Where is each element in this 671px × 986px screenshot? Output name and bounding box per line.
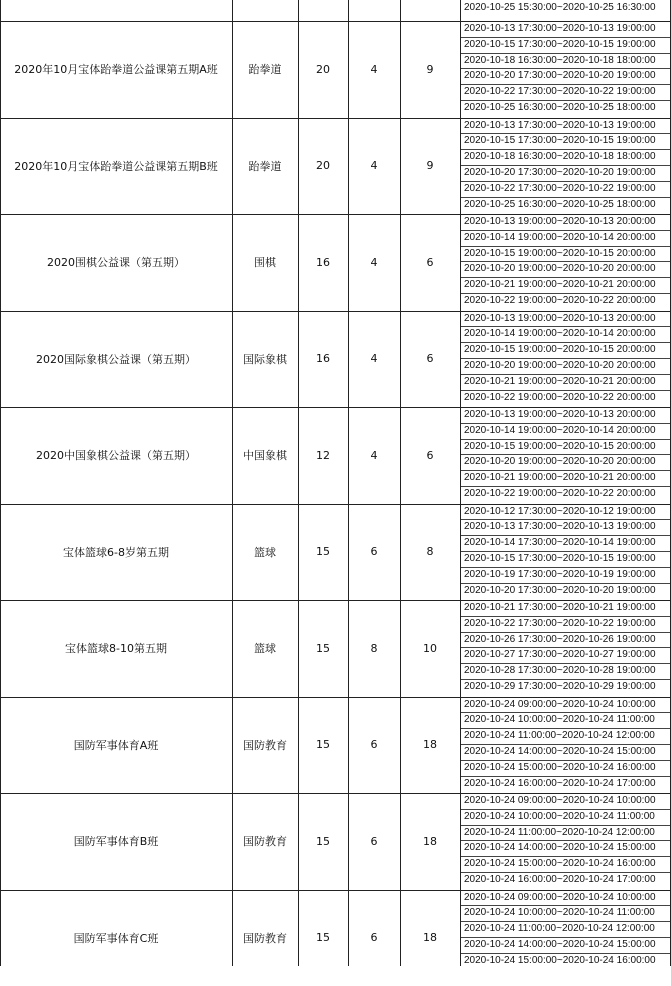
session-count: 18 [400, 793, 460, 890]
time-divider [460, 37, 671, 38]
time-slot: 2020-10-13 17:30:00~2020-10-13 19:00:00 [460, 519, 671, 534]
table-row [0, 697, 671, 794]
time-slot: 2020-10-20 19:00:00~2020-10-20 20:00:00 [460, 454, 671, 469]
time-divider [460, 872, 671, 873]
time-slot: 2020-10-21 17:30:00~2020-10-21 19:00:00 [460, 600, 671, 615]
table-row [0, 407, 671, 504]
time-slot: 2020-10-22 19:00:00~2020-10-22 20:00:00 [460, 486, 671, 501]
time-slot-list [460, 214, 671, 311]
time-divider [460, 133, 671, 134]
time-divider [460, 342, 671, 343]
time-slot: 2020-10-12 17:30:00~2020-10-12 19:00:00 [460, 504, 671, 519]
time-slot: 2020-10-20 17:30:00~2020-10-20 19:00:00 [460, 68, 671, 83]
time-divider [460, 277, 671, 278]
time-slot: 2020-10-21 19:00:00~2020-10-21 20:00:00 [460, 470, 671, 485]
capacity-value: 15 [298, 697, 348, 794]
time-slot-list [460, 600, 671, 697]
table-row [0, 890, 671, 986]
capacity-value: 20 [298, 118, 348, 215]
course-type: 跆拳道 [232, 118, 298, 215]
column-divider [0, 0, 1, 966]
time-slot: 2020-10-24 10:00:00~2020-10-24 11:00:00 [460, 809, 671, 824]
column-divider [348, 0, 349, 966]
time-divider [460, 647, 671, 648]
course-name: 宝体篮球6-8岁第五期 [0, 504, 232, 601]
time-divider [460, 390, 671, 391]
time-divider [460, 181, 671, 182]
table-row [0, 118, 671, 215]
course-type: 围棋 [232, 214, 298, 311]
time-slot: 2020-10-24 15:00:00~2020-10-24 16:00:00 [460, 856, 671, 871]
count-value: 4 [348, 118, 400, 215]
time-divider [460, 921, 671, 922]
capacity-value: 15 [298, 504, 348, 601]
time-divider [460, 230, 671, 231]
count-value: 4 [348, 214, 400, 311]
time-slot: 2020-10-22 17:30:00~2020-10-22 19:00:00 [460, 84, 671, 99]
time-slot: 2020-10-22 17:30:00~2020-10-22 19:00:00 [460, 616, 671, 631]
time-divider [460, 809, 671, 810]
course-type: 篮球 [232, 504, 298, 601]
row-divider [0, 118, 671, 119]
column-divider [232, 0, 233, 966]
time-slot: 2020-10-24 09:00:00~2020-10-24 10:00:00 [460, 697, 671, 712]
time-slot: 2020-10-24 09:00:00~2020-10-24 10:00:00 [460, 890, 671, 905]
time-divider [460, 583, 671, 584]
time-slot: 2020-10-24 16:00:00~2020-10-24 17:00:00 [460, 776, 671, 791]
course-type: 中国象棋 [232, 407, 298, 504]
column-divider [400, 0, 401, 966]
time-divider [460, 712, 671, 713]
table-row [0, 21, 671, 118]
time-slot: 2020-10-13 19:00:00~2020-10-13 20:00:00 [460, 407, 671, 422]
time-slot: 2020-10-22 19:00:00~2020-10-22 20:00:00 [460, 293, 671, 308]
row-divider [0, 697, 671, 698]
time-divider [460, 551, 671, 552]
time-divider [460, 293, 671, 294]
capacity-value: 20 [298, 21, 348, 118]
table-row [0, 311, 671, 408]
course-type: 国际象棋 [232, 311, 298, 408]
course-type: 跆拳道 [232, 21, 298, 118]
capacity-value: 12 [298, 407, 348, 504]
time-slot: 2020-10-25 16:30:00~2020-10-25 18:00:00 [460, 197, 671, 212]
time-divider [460, 100, 671, 101]
time-divider [460, 519, 671, 520]
time-divider [460, 149, 671, 150]
time-slot-list [460, 793, 671, 890]
time-slot: 2020-10-24 10:00:00~2020-10-24 11:00:00 [460, 712, 671, 727]
table-row-top [0, 0, 671, 21]
time-slot: 2020-10-24 15:00:00~2020-10-24 16:00:00 [460, 760, 671, 775]
time-slot: 2020-10-15 17:30:00~2020-10-15 19:00:00 [460, 37, 671, 52]
count-value: 6 [348, 793, 400, 890]
row-divider [0, 214, 671, 215]
time-slot: 2020-10-24 09:00:00~2020-10-24 10:00:00 [460, 793, 671, 808]
capacity-value: 15 [298, 600, 348, 697]
time-divider [460, 454, 671, 455]
time-slot: 2020-10-24 14:00:00~2020-10-24 15:00:00 [460, 937, 671, 952]
column-divider [460, 0, 461, 966]
time-slot: 2020-10-15 19:00:00~2020-10-15 20:00:00 [460, 246, 671, 261]
row-divider [0, 407, 671, 408]
time-divider [460, 616, 671, 617]
time-divider [460, 68, 671, 69]
time-slot: 2020-10-25 16:30:00~2020-10-25 18:00:00 [460, 100, 671, 115]
course-name: 宝体篮球8-10第五期 [0, 600, 232, 697]
time-slot: 2020-10-15 19:00:00~2020-10-15 20:00:00 [460, 439, 671, 454]
count-value: 4 [348, 311, 400, 408]
time-slot-list [460, 504, 671, 601]
session-count: 6 [400, 407, 460, 504]
session-count: 10 [400, 600, 460, 697]
table-row [0, 600, 671, 697]
time-divider [460, 374, 671, 375]
time-slot: 2020-10-25 15:30:00~2020-10-25 16:30:00 [460, 0, 671, 15]
course-type: 国防教育 [232, 697, 298, 794]
time-divider [460, 53, 671, 54]
time-divider [460, 663, 671, 664]
time-divider [460, 937, 671, 938]
time-divider [460, 905, 671, 906]
time-divider [460, 197, 671, 198]
count-value: 4 [348, 407, 400, 504]
time-divider [460, 535, 671, 536]
time-slot: 2020-10-18 16:30:00~2020-10-18 18:00:00 [460, 149, 671, 164]
count-value: 8 [348, 600, 400, 697]
time-slot: 2020-10-20 19:00:00~2020-10-20 20:00:00 [460, 358, 671, 373]
time-slot: 2020-10-20 17:30:00~2020-10-20 19:00:00 [460, 583, 671, 598]
time-slot-list [460, 0, 671, 21]
row-divider [0, 311, 671, 312]
time-divider [460, 84, 671, 85]
time-slot: 2020-10-20 19:00:00~2020-10-20 20:00:00 [460, 261, 671, 276]
column-divider [298, 0, 299, 966]
time-slot: 2020-10-24 11:00:00~2020-10-24 12:00:00 [460, 921, 671, 936]
time-divider [460, 486, 671, 487]
time-slot: 2020-10-24 11:00:00~2020-10-24 12:00:00 [460, 728, 671, 743]
time-slot-list [460, 890, 671, 986]
count-value: 6 [348, 697, 400, 794]
time-slot: 2020-10-20 17:30:00~2020-10-20 19:00:00 [460, 165, 671, 180]
course-name: 2020年10月宝体跆拳道公益课第五期B班 [0, 118, 232, 215]
course-name: 国防军事体育A班 [0, 697, 232, 794]
session-count: 6 [400, 214, 460, 311]
time-divider [460, 358, 671, 359]
time-slot: 2020-10-18 16:30:00~2020-10-18 18:00:00 [460, 53, 671, 68]
time-divider [460, 825, 671, 826]
time-divider [460, 953, 671, 954]
course-name: 2020围棋公益课（第五期） [0, 214, 232, 311]
time-divider [460, 760, 671, 761]
time-slot: 2020-10-13 17:30:00~2020-10-13 19:00:00 [460, 118, 671, 133]
time-divider [460, 744, 671, 745]
time-divider [460, 439, 671, 440]
time-slot: 2020-10-15 17:30:00~2020-10-15 19:00:00 [460, 551, 671, 566]
time-divider [460, 470, 671, 471]
time-divider [460, 679, 671, 680]
time-slot: 2020-10-29 17:30:00~2020-10-29 19:00:00 [460, 679, 671, 694]
course-type: 篮球 [232, 600, 298, 697]
course-type: 国防教育 [232, 890, 298, 986]
table-row [0, 214, 671, 311]
time-divider [460, 840, 671, 841]
time-slot: 2020-10-15 19:00:00~2020-10-15 20:00:00 [460, 342, 671, 357]
time-divider [460, 776, 671, 777]
course-name: 国防军事体育B班 [0, 793, 232, 890]
time-divider [460, 261, 671, 262]
time-slot: 2020-10-24 15:00:00~2020-10-24 16:00:00 [460, 953, 671, 968]
session-count: 9 [400, 118, 460, 215]
row-divider [0, 600, 671, 601]
time-slot: 2020-10-19 17:30:00~2020-10-19 19:00:00 [460, 567, 671, 582]
time-slot: 2020-10-14 19:00:00~2020-10-14 20:00:00 [460, 326, 671, 341]
count-value: 6 [348, 504, 400, 601]
time-slot-list [460, 697, 671, 794]
capacity-value: 15 [298, 793, 348, 890]
capacity-value: 15 [298, 890, 348, 986]
session-count: 18 [400, 697, 460, 794]
count-value: 4 [348, 21, 400, 118]
course-name: 2020年10月宝体跆拳道公益课第五期A班 [0, 21, 232, 118]
time-slot: 2020-10-13 17:30:00~2020-10-13 19:00:00 [460, 21, 671, 36]
time-slot-list [460, 21, 671, 118]
time-slot: 2020-10-28 17:30:00~2020-10-28 19:00:00 [460, 663, 671, 678]
time-divider [460, 632, 671, 633]
table-row [0, 504, 671, 601]
table-row [0, 793, 671, 890]
time-slot-list [460, 311, 671, 408]
time-slot-list [460, 407, 671, 504]
time-slot: 2020-10-22 19:00:00~2020-10-22 20:00:00 [460, 390, 671, 405]
course-name: 2020国际象棋公益课（第五期） [0, 311, 232, 408]
time-divider [460, 728, 671, 729]
time-slot: 2020-10-24 16:00:00~2020-10-24 17:00:00 [460, 872, 671, 887]
time-divider [460, 326, 671, 327]
session-count: 18 [400, 890, 460, 986]
time-slot: 2020-10-21 19:00:00~2020-10-21 20:00:00 [460, 374, 671, 389]
time-slot: 2020-10-15 17:30:00~2020-10-15 19:00:00 [460, 133, 671, 148]
time-slot: 2020-10-24 10:00:00~2020-10-24 11:00:00 [460, 905, 671, 920]
time-slot: 2020-10-27 17:30:00~2020-10-27 19:00:00 [460, 647, 671, 662]
capacity-value: 16 [298, 214, 348, 311]
course-name: 2020中国象棋公益课（第五期） [0, 407, 232, 504]
time-slot: 2020-10-13 19:00:00~2020-10-13 20:00:00 [460, 214, 671, 229]
time-slot: 2020-10-13 19:00:00~2020-10-13 20:00:00 [460, 311, 671, 326]
time-slot: 2020-10-21 19:00:00~2020-10-21 20:00:00 [460, 277, 671, 292]
count-value: 6 [348, 890, 400, 986]
time-divider [460, 246, 671, 247]
row-divider [0, 504, 671, 505]
time-divider [460, 423, 671, 424]
course-name: 国防军事体育C班 [0, 890, 232, 986]
time-slot: 2020-10-24 14:00:00~2020-10-24 15:00:00 [460, 744, 671, 759]
course-type: 国防教育 [232, 793, 298, 890]
time-slot: 2020-10-14 19:00:00~2020-10-14 20:00:00 [460, 423, 671, 438]
time-slot: 2020-10-24 11:00:00~2020-10-24 12:00:00 [460, 825, 671, 840]
time-divider [460, 567, 671, 568]
time-slot: 2020-10-14 17:30:00~2020-10-14 19:00:00 [460, 535, 671, 550]
row-divider [0, 890, 671, 891]
session-count: 9 [400, 21, 460, 118]
capacity-value: 16 [298, 311, 348, 408]
session-count: 6 [400, 311, 460, 408]
time-slot: 2020-10-26 17:30:00~2020-10-26 19:00:00 [460, 632, 671, 647]
time-slot: 2020-10-14 19:00:00~2020-10-14 20:00:00 [460, 230, 671, 245]
time-slot: 2020-10-24 14:00:00~2020-10-24 15:00:00 [460, 840, 671, 855]
row-divider [0, 21, 671, 22]
time-slot-list [460, 118, 671, 215]
session-count: 8 [400, 504, 460, 601]
time-divider [460, 165, 671, 166]
row-divider [0, 793, 671, 794]
time-divider [460, 856, 671, 857]
time-slot: 2020-10-22 17:30:00~2020-10-22 19:00:00 [460, 181, 671, 196]
